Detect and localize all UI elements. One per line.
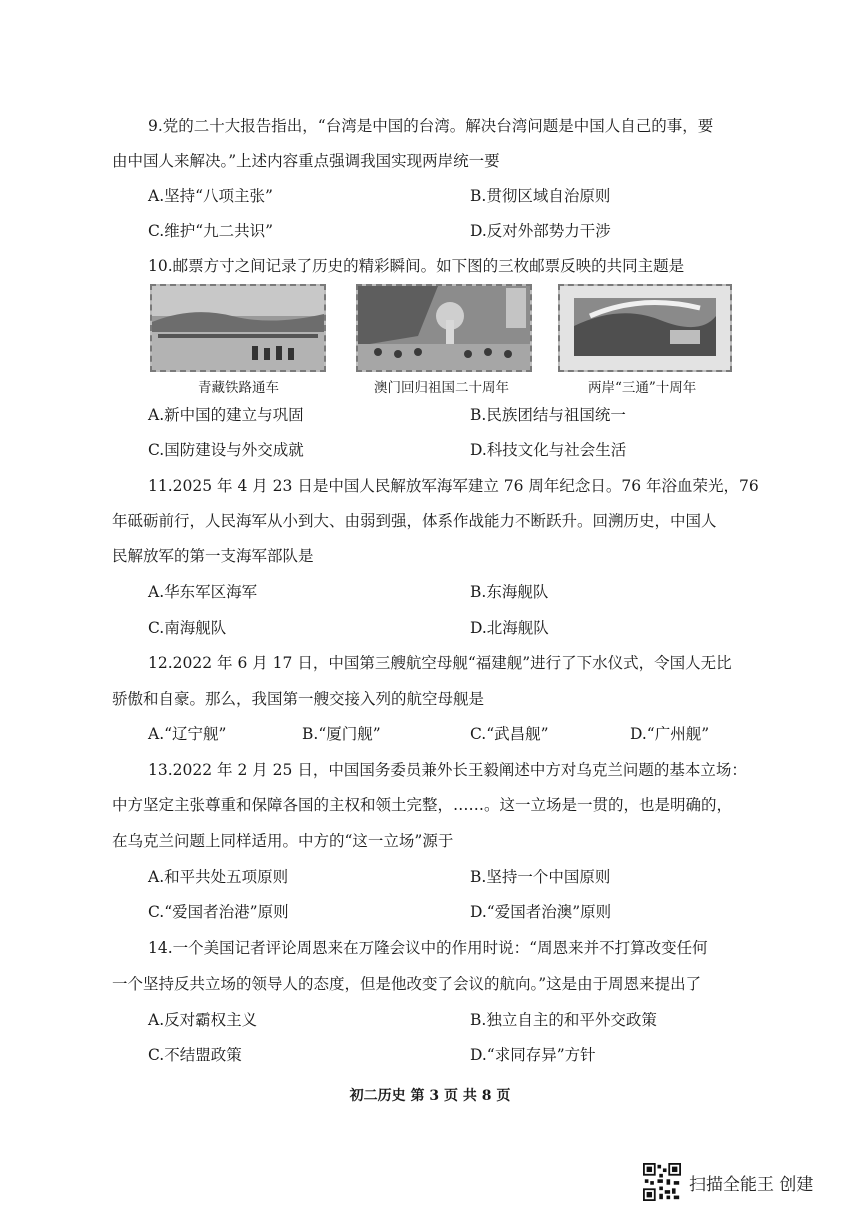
scanner-label: 扫描全能王 创建: [689, 1174, 814, 1195]
q9-stem-line2: 由中国人来解决。”上述内容重点强调我国实现两岸统一要: [112, 152, 500, 170]
stamp-caption-3: 两岸“三通”十周年: [588, 380, 697, 396]
q13-option-d: D.“爱国者治澳”原则: [470, 903, 612, 921]
q11-stem-line3: 民解放军的第一支海军部队是: [112, 547, 314, 565]
stamp-qinghai-tibet-railway: [150, 284, 326, 372]
q14-stem-line1: 14.一个美国记者评论周恩来在万隆会议中的作用时说：“周恩来并不打算改变任何: [148, 939, 708, 957]
q11-option-c: C.南海舰队: [148, 619, 227, 637]
q12-stem-line1: 12.2022 年 6 月 17 日，中国第三艘航空母舰“福建舰”进行了下水仪式，令国人无比: [148, 654, 732, 672]
q9-option-a: A.坚持“八项主张”: [148, 187, 273, 205]
q14-stem-line2: 一个坚持反共立场的领导人的态度，但是他改变了会议的航向。”这是由于周恩来提出了: [112, 975, 702, 993]
q9-stem-line1: 9.党的二十大报告指出，“台湾是中国的台湾。解决台湾问题是中国人自己的事，要: [148, 117, 714, 135]
q13-stem-line2: 中方坚定主张尊重和保障各国的主权和领土完整，……。这一立场是一贯的，也是明确的，: [112, 796, 733, 814]
q9-option-b: B.贯彻区域自治原则: [470, 187, 611, 205]
scanner-watermark: [643, 1162, 813, 1202]
stamp-caption-2: 澳门回归祖国二十周年: [374, 380, 509, 396]
stamp-macau-return: [356, 284, 532, 372]
q14-option-d: D.“求同存异”方针: [470, 1046, 596, 1064]
q12-option-d: D.“广州舰”: [630, 725, 710, 743]
q10-option-a: A.新中国的建立与巩固: [148, 406, 304, 424]
q14-option-a: A.反对霸权主义: [148, 1011, 258, 1029]
q11-stem-line1: 11.2025 年 4 月 23 日是中国人民解放军海军建立 76 周年纪念日。76 年浴血荣光，76: [148, 477, 759, 495]
q12-option-a: A.“辽宁舰”: [148, 725, 227, 743]
q12-option-c: C.“武昌舰”: [470, 725, 549, 743]
q13-option-c: C.“爱国者治港”原则: [148, 903, 289, 921]
q13-stem-line1: 13.2022 年 2 月 25 日，中国国务委员兼外长王毅阐述中方对乌克兰问题的基本立场：: [148, 761, 747, 779]
q12-stem-line2: 骄傲和自豪。那么，我国第一艘交接入列的航空母舰是: [112, 690, 485, 708]
q10-option-c: C.国防建设与外交成就: [148, 441, 304, 459]
stamp-images: [148, 284, 728, 394]
q14-option-c: C.不结盟政策: [148, 1046, 242, 1064]
q11-option-d: D.北海舰队: [470, 619, 549, 637]
q14-option-b: B.独立自主的和平外交政策: [470, 1011, 657, 1029]
q9-option-c: C.维护“九二共识”: [148, 222, 274, 240]
q11-stem-line2: 年砥砺前行，人民海军从小到大、由弱到强，体系作战能力不断跃升。回溯历史，中国人: [112, 512, 717, 530]
stamp-caption-1: 青藏铁路通车: [198, 380, 279, 396]
page-footer: 初二历史 第 3 页 共 8 页: [349, 1088, 511, 1104]
q10-stem-line1: 10.邮票方寸之间记录了历史的精彩瞬间。如下图的三枚邮票反映的共同主题是: [148, 257, 685, 275]
stamp-three-links: [558, 284, 732, 372]
q13-stem-line3: 在乌克兰问题上同样适用。中方的“这一立场”源于: [112, 832, 454, 850]
q10-option-d: D.科技文化与社会生活: [470, 441, 627, 459]
q11-option-a: A.华东军区海军: [148, 583, 258, 601]
q11-option-b: B.东海舰队: [470, 583, 549, 601]
q10-option-b: B.民族团结与祖国统一: [470, 406, 626, 424]
qr-code-icon: [643, 1163, 681, 1201]
q12-option-b: B.“厦门舰”: [302, 725, 381, 743]
q9-option-d: D.反对外部势力干涉: [470, 222, 611, 240]
q13-option-b: B.坚持一个中国原则: [470, 868, 611, 886]
q13-option-a: A.和平共处五项原则: [148, 868, 289, 886]
